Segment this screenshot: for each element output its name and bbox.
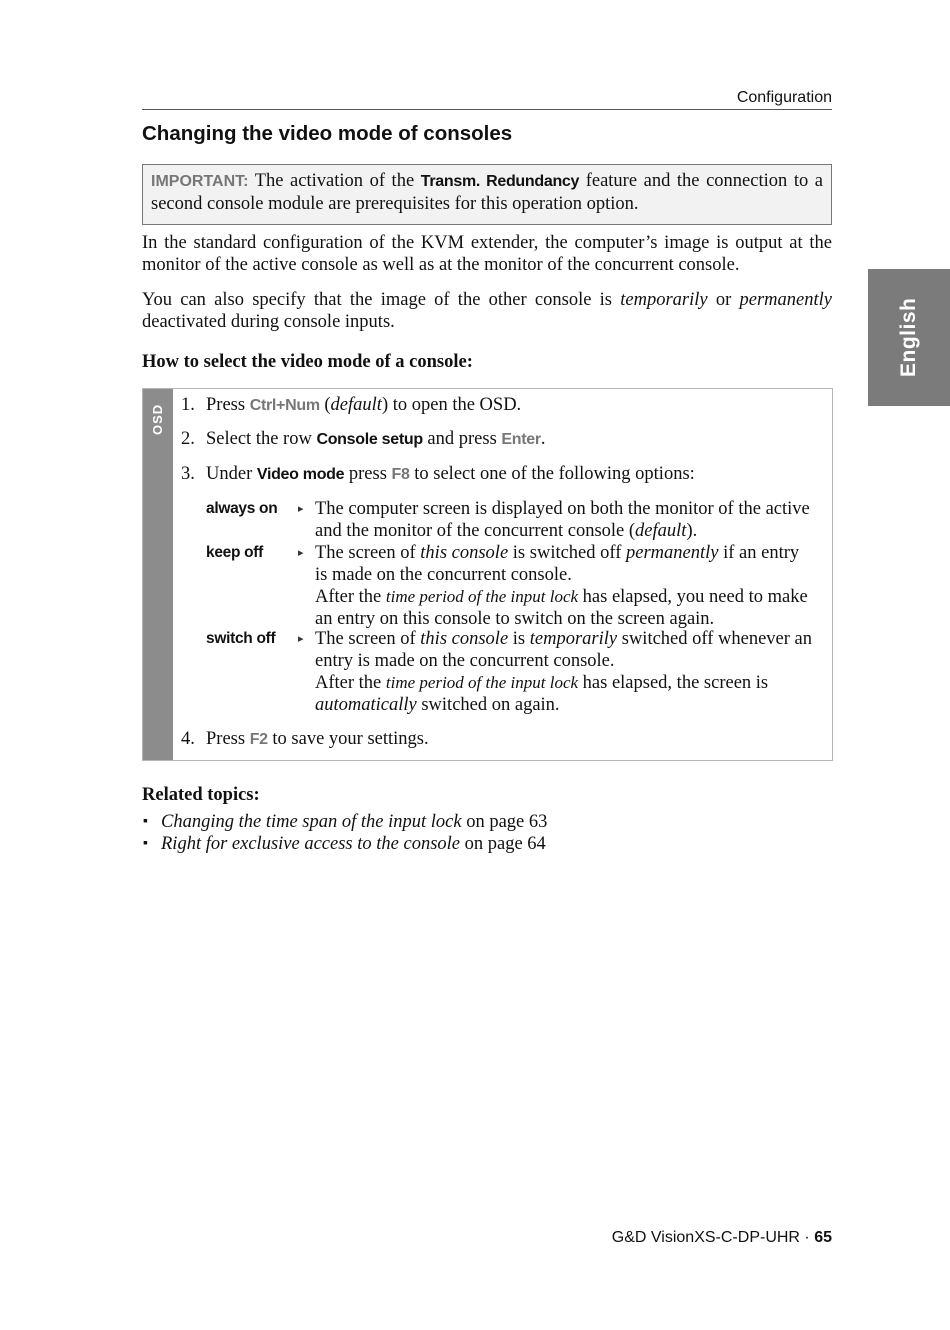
switch-off-t1: The screen of <box>315 629 421 649</box>
keep-off-t4: After the <box>315 587 386 607</box>
step-2-t3: . <box>540 429 546 449</box>
switch-off-t5: has elapsed, the screen is <box>578 673 769 693</box>
important-text-1: The activation of the <box>248 171 421 191</box>
step-2-text <box>206 428 826 451</box>
step-1-text <box>206 394 826 417</box>
footer-product: G&D VisionXS-C-DP-UHR · <box>611 1229 815 1246</box>
keep-off-em3: time period of the input lock <box>385 587 579 606</box>
related-topic-item <box>142 811 547 833</box>
switch-off-t3: switched off whenever an entry is made on the concurrent console. <box>315 629 812 671</box>
key-enter: Enter <box>501 431 541 448</box>
always-on-t2: ). <box>686 521 698 541</box>
always-on-em: default <box>635 521 687 541</box>
hotkey-ctrl-num: Ctrl+Num <box>249 397 320 414</box>
related-topic-link-exclusive-access[interactable]: Right for exclusive access to the console <box>161 834 460 854</box>
square-bullet-icon: ▪ <box>143 836 148 851</box>
step-3-number: 3. <box>181 464 195 484</box>
step-4-t1: Press <box>206 729 250 749</box>
feature-name: Transm. Redundancy <box>420 173 580 190</box>
osd-label: OSD <box>150 403 165 435</box>
step-3-text <box>206 463 826 486</box>
footer <box>442 1227 832 1249</box>
keep-off-em1: this console <box>420 543 509 563</box>
language-tab[interactable] <box>868 269 950 406</box>
step-4-t2: to save your settings. <box>267 729 429 749</box>
related-topic-link-input-lock[interactable]: Changing the time span of the input lock <box>161 812 462 832</box>
switch-off-em3: time period of the input lock <box>385 673 579 692</box>
keep-off-t3: if an entry is made on the concurrent console. <box>315 543 800 585</box>
related-topics-list <box>142 811 547 855</box>
important-note <box>142 164 832 225</box>
step-1-t3: ) to open the OSD. <box>381 395 522 415</box>
square-bullet-icon: ▪ <box>143 814 148 829</box>
option-keep-off-name: keep off <box>206 544 264 561</box>
related-topics-heading: Related topics: <box>142 785 260 805</box>
osd-instructions-box <box>142 388 833 761</box>
switch-off-t6: switched on again. <box>416 695 560 715</box>
related-topic-item <box>142 833 547 855</box>
page-title: Changing the video mode of consoles <box>142 122 513 145</box>
key-f2: F2 <box>249 731 268 748</box>
keep-off-t1: The screen of <box>315 543 421 563</box>
paragraph-2-text-3: deactivated during console inputs. <box>142 312 395 332</box>
option-keep-off-desc <box>315 542 815 630</box>
switch-off-t4: After the <box>315 673 386 693</box>
step-4-text <box>206 728 826 751</box>
step-3-t3: to select one of the following options: <box>409 464 695 484</box>
important-text-2: feature and the connection to a second console module are prerequisites for this operation option. <box>151 171 824 214</box>
paragraph-2-em-permanently: permanently <box>739 290 832 310</box>
option-switch-off-name: switch off <box>206 630 276 647</box>
switch-off-t2: is <box>508 629 530 649</box>
keep-off-em2: permanently <box>626 543 719 563</box>
triangle-right-icon: ▸ <box>298 547 304 559</box>
triangle-right-icon: ▸ <box>298 503 304 515</box>
paragraph-standard-config: In the standard configuration of the KVM extender, the computer’s image is output at the monitor of the active console as well as at the monitor of the concurrent console. <box>142 233 832 275</box>
option-always-on-desc <box>315 498 815 542</box>
option-switch-off-desc <box>315 628 815 716</box>
step-2-number: 2. <box>181 429 195 449</box>
osd-sidebar <box>143 389 173 760</box>
step-3-t2: press <box>344 464 392 484</box>
step-1-number: 1. <box>181 395 195 415</box>
paragraph-deactivation <box>142 289 832 333</box>
option-always-on-name: always on <box>206 500 278 517</box>
step-1-em-default: default <box>330 395 382 415</box>
menu-video-mode: Video mode <box>256 466 345 483</box>
menu-row-console-setup: Console setup <box>316 431 423 448</box>
howto-heading: How to select the video mode of a console: <box>142 352 473 372</box>
language-tab-label: English <box>897 297 920 378</box>
switch-off-em1: this console <box>420 629 509 649</box>
switch-off-em4: automatically <box>315 695 417 715</box>
step-1-t2: ( <box>319 395 331 415</box>
keep-off-t2: is switched off <box>508 543 627 563</box>
paragraph-2-text-1: You can also specify that the image of the other console is <box>142 290 621 310</box>
related-topic-page: on page 64 <box>460 834 546 854</box>
step-4-number: 4. <box>181 729 195 749</box>
switch-off-em2: temporarily <box>529 629 618 649</box>
step-2-t2: and press <box>422 429 502 449</box>
footer-page-number: 65 <box>814 1229 832 1246</box>
related-topic-page: on page 63 <box>461 812 548 832</box>
header-rule <box>142 109 832 110</box>
paragraph-2-text-2: or <box>707 290 740 310</box>
header-section-label: Configuration <box>736 89 832 106</box>
key-f8: F8 <box>391 466 410 483</box>
step-1-t1: Press <box>206 395 250 415</box>
step-3-t1: Under <box>206 464 257 484</box>
always-on-t1: The computer screen is displayed on both the monitor of the active and the monitor of the concurrent console ( <box>315 499 810 541</box>
keep-off-t5: has elapsed, you need to make an entry on this console to switch on the screen again. <box>315 587 808 629</box>
paragraph-2-em-temporarily: temporarily <box>620 290 708 310</box>
triangle-right-icon: ▸ <box>298 633 304 645</box>
important-label: IMPORTANT: <box>151 173 249 190</box>
step-2-t1: Select the row <box>206 429 317 449</box>
